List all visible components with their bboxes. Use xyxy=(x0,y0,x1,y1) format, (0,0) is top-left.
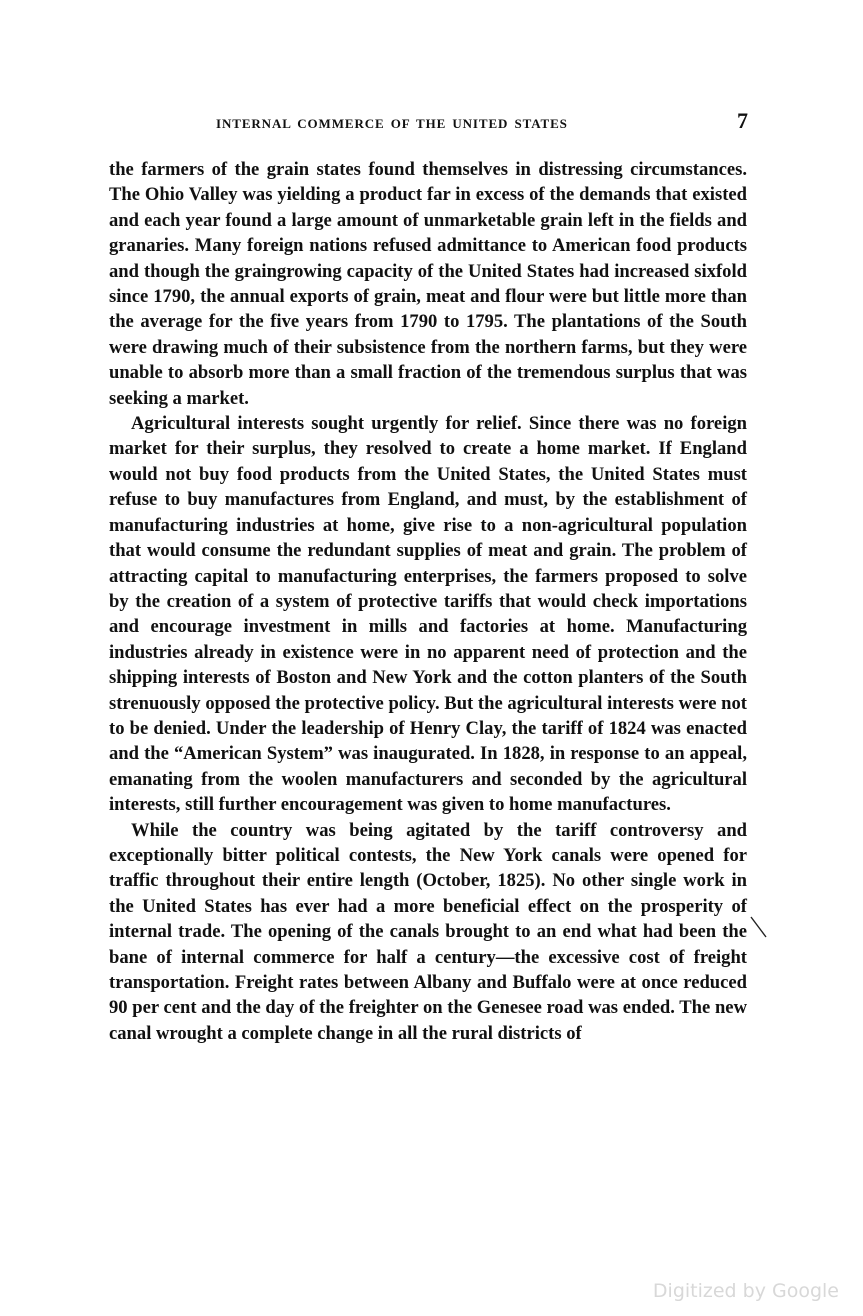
paragraph: Agricultural interests sought urgently for relief. Since there was no foreign market for their surplus, they resolved to create a home market. If England would not buy food products from the United States, the United States must refuse to buy manufactures from England, and must, by the establishment of manufacturing industries at home, give rise to a non-agricultural population that would consume the redundant supplies of meat and grain. The problem of attracting capital to manufacturing enterprises, the farmers proposed to solve by the creation of a system of protective tariffs that would check importations and encourage investment in mills and factories at home. Manufacturing industries already in existence were in no apparent need of protection and the shipping interests of Boston and New York and the cotton planters of the South strenuously opposed the protective policy. But the agricultural interests were not to be denied. Under the leadership of Henry Clay, the tariff of 1824 was enacted and the “American System” was inaugurated. In 1828, in response to an appeal, emanating from the woolen manufacturers and seconded by the agricultural interests, still further encouragement was given to home manufactures. xyxy=(109,413,747,816)
pen-stroke-mark xyxy=(749,915,769,941)
page-number: 7 xyxy=(737,108,748,133)
paragraph: the farmers of the grain states found themselves in distressing circumstances. The Ohio Valley was yielding a product far in excess of the demands that existed and each year found a large amount of unmarketable grain left in the fields and granaries. Many foreign nations refused admittance to American food products and though the graingrowing capacity of the United States had increased sixfold since 1790, the annual exports of grain, meat and flour were but little more than the average for the five years from 1790 to 1795. The plantations of the South were drawing much of their subsistence from the northern farms, but they were unable to absorb more than a small fraction of the tremendous surplus that was seeking a market. xyxy=(109,159,747,409)
running-head: INTERNAL COMMERCE OF THE UNITED STATES xyxy=(216,116,568,131)
digitized-watermark: Digitized by Google xyxy=(652,1280,839,1302)
page-header xyxy=(110,108,750,138)
paragraph: While the country was being agitated by the tariff controversy and exceptionally bitter political contests, the New York canals were opened for traffic throughout their entire length (October, 1825). No other single work in the United States has ever had a more beneficial effect on the prosperity of internal trade. The opening of the canals brought to an end what had been the bane of internal commerce for half a century—the excessive cost of freight transportation. Freight rates between Albany and Buffalo were at once reduced 90 per cent and the day of the freighter on the Genesee road was ended. The new canal wrought a complete change in all the rural districts of xyxy=(109,819,747,1044)
body-text xyxy=(109,157,747,1046)
